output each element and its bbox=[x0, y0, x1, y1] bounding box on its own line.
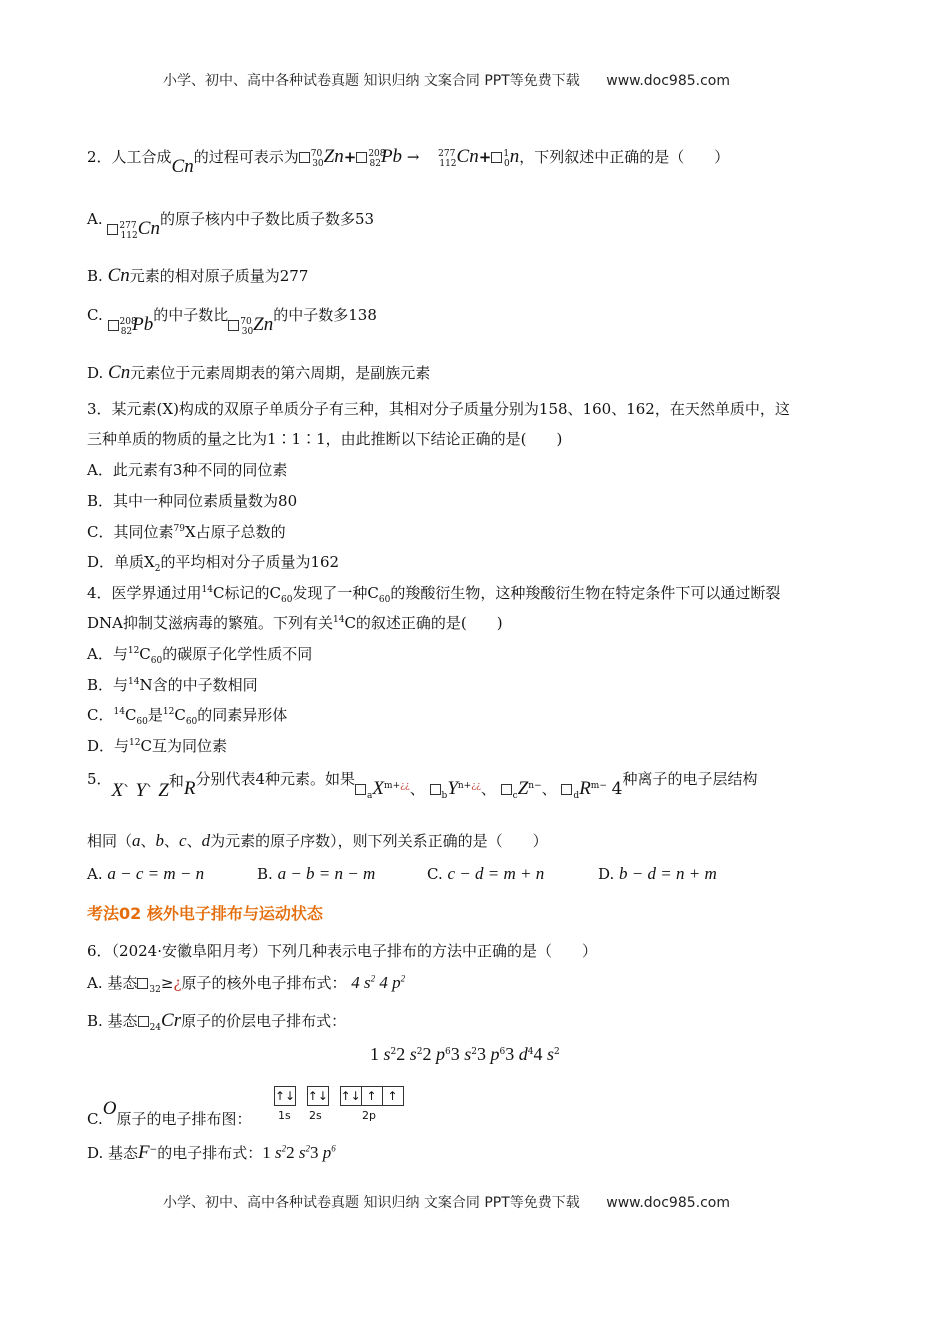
footer-text: 小学、初中、高中各种试卷真题 知识归纳 文案合同 PPT等免费下载 bbox=[163, 1195, 580, 1211]
q4-stem-line2: DNA抑制艾滋病毒的繁殖。下列有关$^{14}$C的叙述正确的是( ) bbox=[87, 614, 503, 632]
q2-option-a[interactable]: A. $^{277}_{112}$Cn的原子核内中子数比质子数多53 bbox=[87, 210, 375, 241]
orbital-2p-1: ↑↓ bbox=[340, 1086, 362, 1106]
page-footer bbox=[163, 1192, 730, 1212]
q4-option-d[interactable]: D．与$^{12}$C互为同位素 bbox=[87, 737, 227, 755]
footer-url[interactable]: www.doc985.com bbox=[606, 1195, 730, 1211]
q6-option-a[interactable]: A. 基态 $_{32}$≥¿原子的核外电子排布式： 4 $s^2$ 4 $p^2$ bbox=[87, 973, 406, 995]
q6-option-b[interactable]: B. 基态 $_{24}$Cr原子的价层电子排布式： bbox=[87, 1010, 347, 1033]
q2-option-d[interactable]: D. Cn元素位于元素周期表的第六周期，是副族元素 bbox=[87, 362, 431, 383]
header-text: 小学、初中、高中各种试卷真题 知识归纳 文案合同 PPT等免费下载 bbox=[163, 73, 580, 89]
orbital-diagram bbox=[274, 1086, 404, 1106]
q4-option-a[interactable]: A．与$^{12}C_{60}$的碳原子化学性质不同 bbox=[87, 645, 313, 666]
q6-option-c[interactable]: C.O原子的电子排布图： bbox=[87, 1098, 252, 1128]
q2-option-c[interactable]: C. $^{208}_{82}$Pb的中子数比 $^{70}_{30}$Zn的中子数多138 bbox=[87, 306, 377, 337]
q4-option-b[interactable]: B．与$^{14}$N含的中子数相同 bbox=[87, 676, 258, 694]
q5-option-b[interactable]: B. a − b = n − m bbox=[257, 864, 376, 883]
q6-option-b-config: 1 $s^22$ $s^22$ $p^63$ $s^23$ $p^63$ $d^44$ $s^2$ bbox=[370, 1044, 560, 1064]
q2-option-b[interactable]: B. Cn元素的相对原子质量为277 bbox=[87, 265, 309, 286]
orbital-2s: ↑↓ bbox=[307, 1086, 329, 1106]
orbital-label-2p: 2p bbox=[362, 1109, 376, 1122]
q3-option-b[interactable]: B．其中一种同位素质量数为80 bbox=[87, 492, 298, 510]
q4-stem-line1: 4．医学界通过用$^{14}$C标记的$C_{60}$发现了一种$C_{60}$的羧酸衍生物，这种羧酸衍生物在特定条件下可以通过断裂 bbox=[87, 584, 781, 605]
q3-option-a[interactable]: A．此元素有3种不同的同位素 bbox=[87, 461, 288, 479]
q3-option-d[interactable]: D．单质$X_2$的平均相对分子质量为162 bbox=[87, 553, 340, 574]
section-heading: 考法02 核外电子排布与运动状态 bbox=[87, 904, 323, 923]
q6-option-d[interactable]: D. 基态F−的电子排布式：1 $s^22$ $s^23$ $p^6$ bbox=[87, 1142, 336, 1163]
q5-option-a[interactable]: A. a − c = m − n bbox=[87, 864, 205, 883]
orbital-2p-2: ↑ bbox=[361, 1086, 383, 1106]
orbital-2p-3: ↑ bbox=[382, 1086, 404, 1106]
q5-stem-line2: 相同（a、b、c、d为元素的原子序数），则下列关系正确的是（ ） bbox=[87, 831, 548, 850]
q3-option-c[interactable]: C．其同位素$^{79}$X占原子总数的 bbox=[87, 523, 286, 541]
orbital-1s: ↑↓ bbox=[274, 1086, 296, 1106]
page-header bbox=[163, 70, 730, 90]
q6-stem: 6．（2024·安徽阜阳月考）下列几种表示电子排布的方法中正确的是（ ） bbox=[87, 942, 597, 960]
orbital-label-1s: 1s bbox=[278, 1109, 291, 1122]
header-url[interactable]: www.doc985.com bbox=[606, 73, 730, 89]
q5-stem-line1: 5．X` Y` Z和R分别代表4种元素。如果$_aX^{m+¿¿}$、 $_bY^{n+¿¿}$、 $_cZ^{n-}$、 $_dR^{m-}$ 4种离子的电子层结构 bbox=[87, 770, 758, 801]
q5-option-d[interactable]: D. b − d = n + m bbox=[598, 864, 717, 883]
q4-option-c[interactable]: C．$^{14}C_{60}$是$^{12}C_{60}$的同素异形体 bbox=[87, 706, 288, 727]
q3-stem-line1: 3．某元素(X)构成的双原子单质分子有三种，其相对分子质量分别为158、160、162，在天然单质中，这 bbox=[87, 400, 790, 418]
q2-stem: 2．人工合成Cn的过程可表示为 $^{70}_{30}$Zn+ $^{208}_{82}$Pb → $^{277}_{112}$Cn+ $^1_0$n，下列叙述中正确的是（ ） bbox=[87, 146, 730, 177]
orbital-label-2s: 2s bbox=[309, 1109, 322, 1122]
q5-option-c[interactable]: C. c − d = m + n bbox=[427, 864, 545, 883]
q3-stem-line2: 三种单质的物质的量之比为1∶1∶1，由此推断以下结论正确的是( ) bbox=[87, 430, 563, 448]
